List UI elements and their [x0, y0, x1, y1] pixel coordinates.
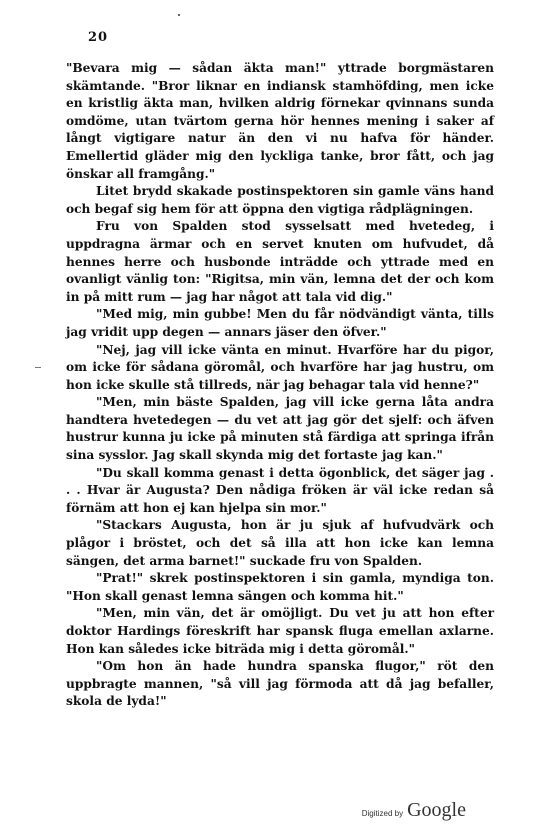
stray-ink-mark [178, 14, 180, 16]
paragraph: "Om hon än hade hundra spanska flugor," röt den uppbragte mannen, "så vill jag förmoda att då jag befaller, skola de lyda!" [66, 659, 494, 709]
digitized-by-label: Digitized by [361, 809, 404, 818]
paragraph: "Men, min vän, det är omöjligt. Du vet ju att hon efter doktor Hardings föreskrift har spansk fluga emellan axlarne. Hon kan således icke biträda mig i detta göromål." [66, 606, 494, 656]
paragraph: "Stackars Augusta, hon är ju sjuk af hufvudvärk och plågor i bröstet, och det så illa att hon icke kan lemna sängen, det arma barnet!" suckade fru von Spalden. [66, 518, 494, 568]
body-text [66, 60, 494, 711]
paragraph: "Du skall komma genast i detta ögonblick, det säger jag . . . Hvar är Augusta? Den nådiga fröken är väl icke redan så förnäm att hon ej kan hjelpa sin mor." [66, 465, 494, 515]
paragraph: "Med mig, min gubbe! Men du får nödvändigt vänta, tills jag vridit upp degen — annars jäser den öfver." [66, 307, 494, 339]
page-number: 20 [88, 30, 109, 45]
paragraph: "Men, min bäste Spalden, jag vill icke gerna låta andra handtera hvetedegen — du vet att jag gör det sjelf: och äfven hustrur kunna ju icke på minuten stå färdiga att springa ifrån sina sysslor. Jag skall skynda mig det fortaste jag kan." [66, 395, 494, 463]
paragraph: Fru von Spalden stod sysselsatt med hvetedeg, i uppdragna ärmar och en servet knuten om hufvudet, då hennes herre och husbonde inträdde och yttrade med en ovanligt vänlig ton: "Rigitsa, min vän, lemna det der och kom in på mitt rum — jag har något att tala vid dig." [66, 219, 494, 304]
margin-mark [35, 367, 41, 368]
paragraph: "Nej, jag vill icke vänta en minut. Hvarföre har du pigor, om icke för sådana göromål, och hvarföre har jag hustru, om hon icke skulle stå tillreds, när jag behagar tala vid henne?" [66, 342, 494, 392]
google-logo: Google [407, 799, 466, 821]
paragraph: Litet brydd skakade postinspektoren sin gamle väns hand och begaf sig hem för att öppna den vigtiga rådplägningen. [66, 184, 494, 216]
paragraph: "Prat!" skrek postinspektoren i sin gamla, myndiga ton. "Hon skall genast lemna sängen och komma hit." [66, 571, 494, 603]
paragraph: "Bevara mig — sådan äkta man!" yttrade borgmästaren skämtande. "Bror liknar en indiansk stamhöfding, men icke en kristlig äkta man, hvilken aldrig förnekar qvinnans sunda omdöme, utan tvärtom gerna hör hennes mening i saker af långt vigtigare natur än den vi nu hafva för händer. Emellertid gläder mig den lyckliga tanke, bror fått, och jag önskar all framgång." [66, 61, 494, 181]
digitized-by-watermark [362, 799, 466, 822]
